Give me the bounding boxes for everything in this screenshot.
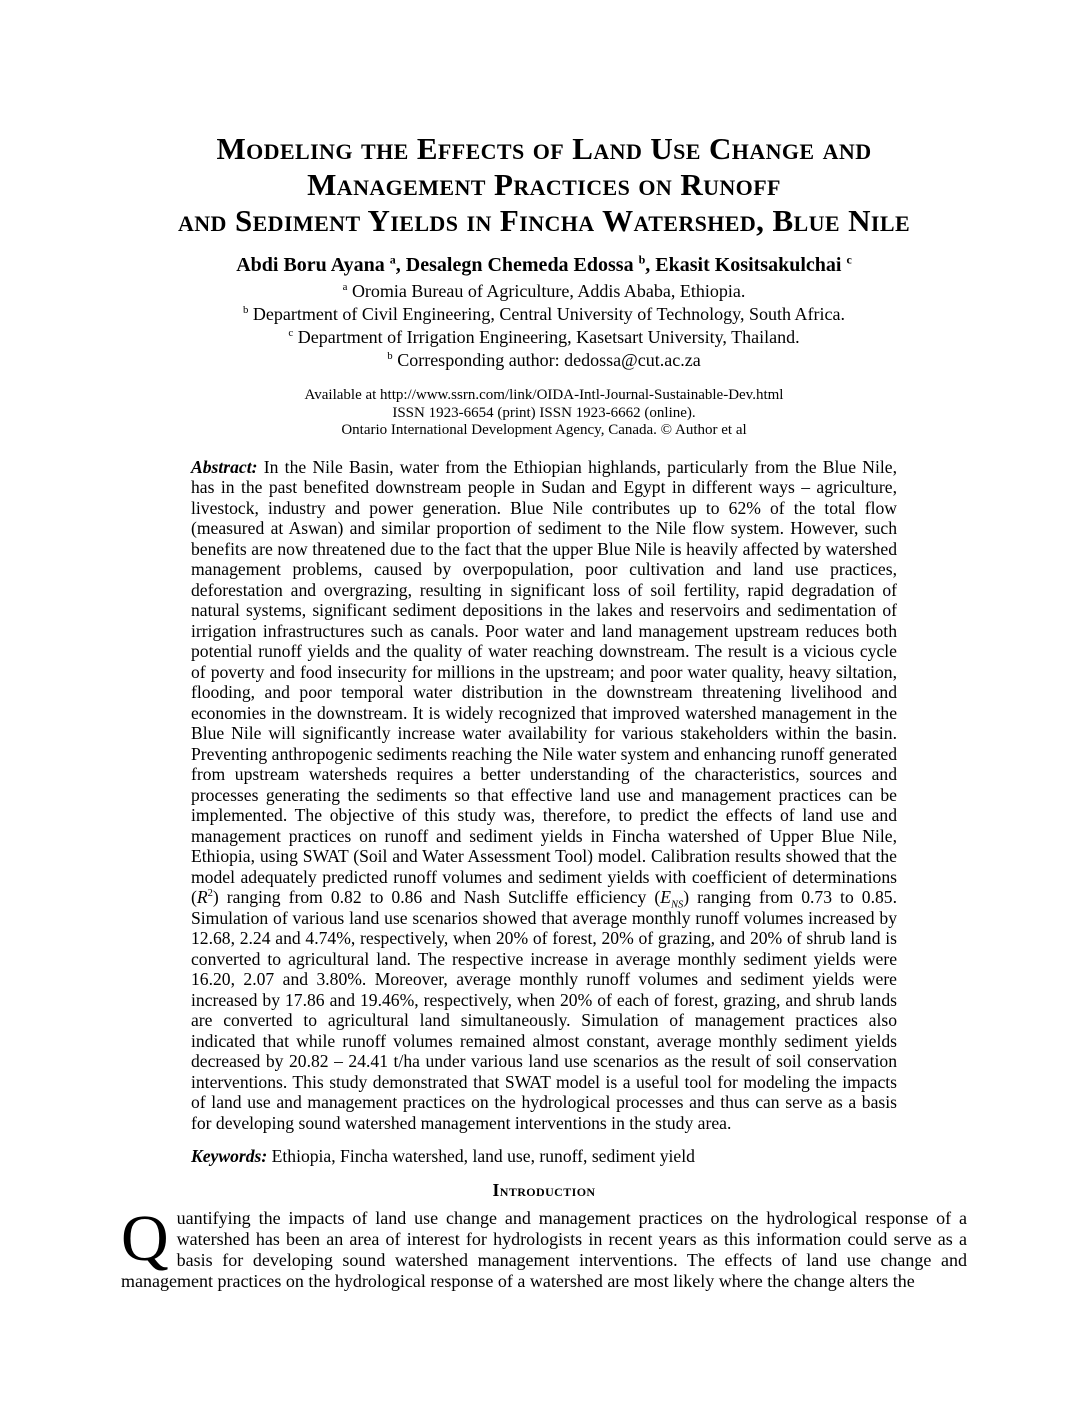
affiliation-line-a: $^a$ Oromia Bureau of Agriculture, Addis Ababa, Ethiopia. — [342, 281, 746, 301]
paper-title — [121, 131, 967, 239]
affiliations-block — [121, 280, 967, 372]
publication-info-block — [121, 387, 967, 440]
availability-line: Available at http://www.ssrn.com/link/OIDA-Intl-Journal-Sustainable-Dev.html — [304, 387, 784, 403]
title-line-2: Management Practices on Runoff — [307, 167, 781, 202]
author-line: Abdi Boru Ayana $^a$, Desalegn Chemeda Edossa $^b$, Ekasit Kositsakulchai $^c$ — [236, 252, 852, 276]
title-line-1: Modeling the Effects of Land Use Change and — [216, 131, 872, 166]
keywords-line: Keywords: Ethiopia, Fincha watershed, land use, runoff, sediment yield — [191, 1146, 695, 1166]
issn-line: ISSN 1923-6654 (print) ISSN 1923-6662 (online). — [392, 404, 696, 421]
introduction-paragraph — [121, 1201, 967, 1292]
title-line-3: and Sediment Yields in Fincha Watershed, Blue Nile — [177, 203, 911, 238]
agency-copyright-line: Ontario International Development Agency, Canada. © Author et al — [341, 422, 747, 438]
affiliation-line-c: $^c$ Department of Irrigation Engineering, Kasetsart University, Thailand. — [288, 327, 800, 347]
abstract-paragraph: Abstract: In the Nile Basin, water from the Ethiopian highlands, particularly from the Blue Nile, has in the past benefited downstream people in Sudan and Egypt in different ways – agriculture, livestock, industry and power generation. Blue Nile contributes up to 62% of the total flow (measured at Aswan) and similar proportion of sediment to the Nile flow system. However, such benefits are now threatened due to the fact that the upper Blue Nile is heavily affected by watershed management problems, caused by overpopulation, poor cultivation and land use practices, deforestation and overgrazing, resulting in significant loss of soil fertility, rapid degradation of natural systems, significant sediment depositions in the lakes and reservoirs and sedimentation of irrigation infrastructures such as canals. Poor water and land management upstream reduces both potential runoff yields and the quality of water reaching downstream. The result is a vicious cycle of poverty and food insecurity for millions in the upstream; and poor water quality, heavy siltation, flooding, and poor temporal water distribution in the downstream threatening livelihood and economies in the downstream. It is widely recognized that improved watershed management in the Blue Nile will significantly increase water availability for various stakeholders within the basin. Preventing anthropogenic sediments reaching the Nile water system and enhancing runoff generated from upstream watersheds requires a better understanding of the characteristics, sources and processes generating the sediments so that effective land use and management practices can be implemented. The objective of this study was, therefore, to predict the effects of land use and management practices on runoff and sediment yields in Fincha watershed of Upper Blue Nile, Ethiopia, using SWAT (Soil and Water Assessment Tool) model. Calibration results showed that the model adequately predicted runoff volumes and sediment yields with coefficient of determinations $(R^2)$ ranging from 0.82 to 0.86 and Nash Sutcliffe efficiency $(E_{NS})$ ranging from 0.73 to 0.85. Simulation of various land use scenarios showed that average monthly runoff volumes increased by 12.68, 2.24 and 4.74%, respectively, when 20% of forest, 20% of grazing, and 20% of shrub land is converted to agricultural land. The respective increase in average monthly sediment yields were 16.20, 2.07 and 3.80%. Moreover, average monthly runoff volumes and sediment yields were increased by 17.86 and 19.46%, respectively, when 20% of each of forest, grazing, and shrub lands are converted to agricultural land simultaneously. Simulation of management practices also indicated that while runoff volumes remained almost constant, average monthly sediment yields decreased by 20.82 – 24.41 t/ha under various land use scenarios as the result of soil conservation interventions. This study demonstrated that SWAT model is a useful tool for modeling the impacts of land use and management practices on the hydrological processes and thus can serve as a basis for developing sound watershed management interventions in the study area. — [191, 456, 897, 1133]
corresponding-author-line: $^b$ Corresponding author: dedossa@cut.ac.za — [387, 350, 701, 370]
introduction-text: uantifying the impacts of land use change and management practices on the hydrological response of a watershed has been an area of interest for hydrologists in recent years as this information could serve as a basis for developing sound watershed management interventions. The effects of land use change and management practices on the hydrological response of a watershed are most likely where the change alters the — [121, 1207, 967, 1291]
dropcap-letter: Q — [121, 1201, 169, 1275]
affiliation-line-b: $^b$ Department of Civil Engineering, Central University of Technology, South Africa. — [242, 304, 846, 324]
section-heading-introduction: Introduction — [492, 1179, 596, 1200]
